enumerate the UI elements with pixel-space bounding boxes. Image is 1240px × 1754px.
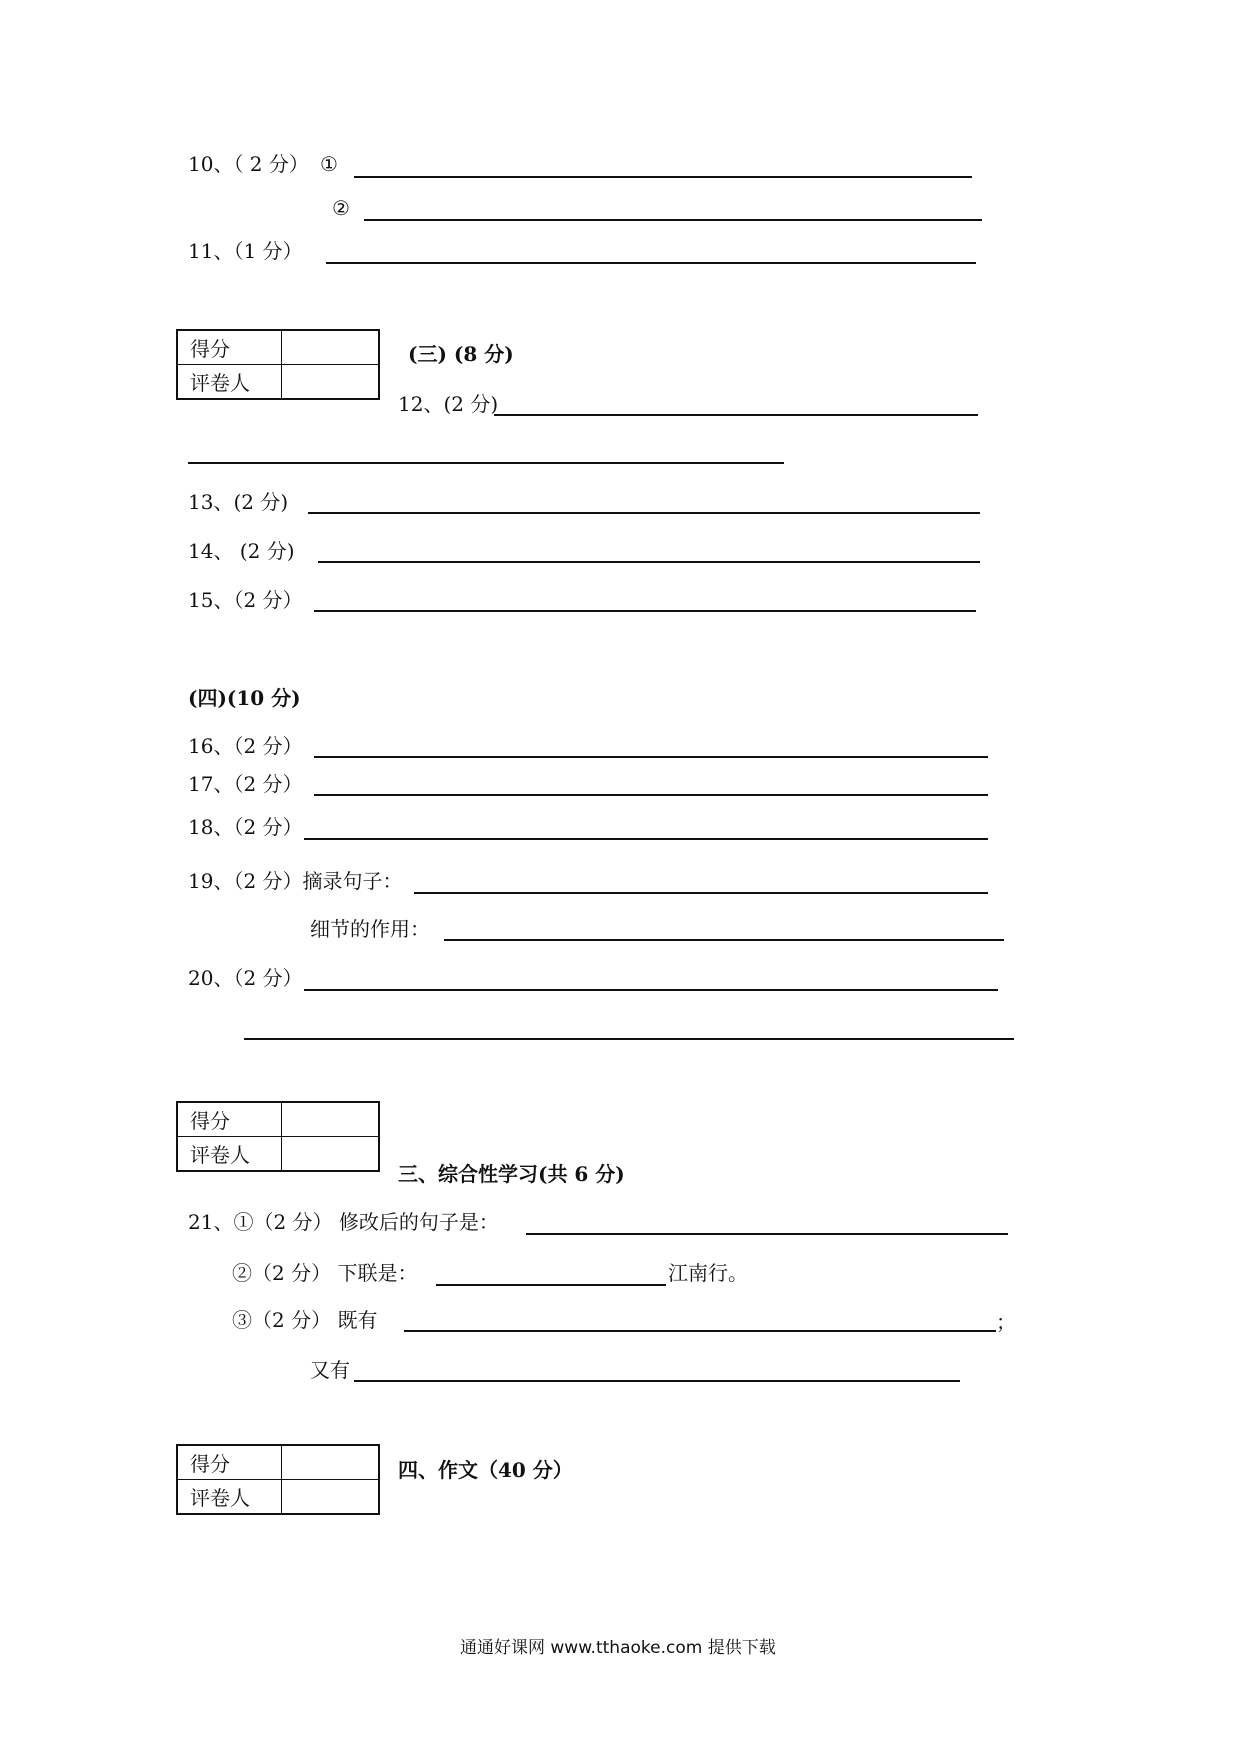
q16-label: 16、（2 分） — [188, 734, 303, 758]
q21-item3-label: ③（2 分） 既有 — [232, 1308, 378, 1332]
grader-label: 评卷人 — [177, 1480, 281, 1515]
part-4-heading: 四、作文（40 分） — [398, 1458, 573, 1482]
score-box-3 — [176, 1444, 380, 1515]
q21-item1-answer[interactable] — [526, 1207, 1008, 1235]
q12-label: 12、(2 分) — [398, 392, 499, 416]
q21-item3-line2-label: 又有 — [310, 1358, 350, 1382]
score-label: 得分 — [177, 1102, 281, 1137]
grader-value-cell[interactable] — [281, 1480, 379, 1515]
score-value-cell[interactable] — [281, 1102, 379, 1137]
q19-sub-label: 细节的作用： — [310, 917, 430, 941]
q10-answer-2[interactable] — [364, 193, 982, 221]
q10-answer-1[interactable] — [354, 150, 972, 178]
q12-answer-1[interactable] — [494, 388, 978, 416]
q13-answer[interactable] — [308, 486, 980, 514]
score-value-cell[interactable] — [281, 330, 379, 365]
q10-circle-2: ② — [332, 196, 350, 220]
footer-source: 通通好课网 www.tthaoke.com 提供下载 — [460, 1638, 776, 1658]
score-value-cell[interactable] — [281, 1445, 379, 1480]
score-box-1 — [176, 329, 380, 400]
q21-item2-label: ②（2 分） 下联是： — [232, 1261, 418, 1285]
grader-label: 评卷人 — [177, 1137, 281, 1172]
q19-sentence-answer[interactable] — [414, 866, 988, 894]
q19-label: 19、（2 分）摘录句子： — [188, 869, 403, 893]
q11-label: 11、（1 分） — [188, 239, 303, 263]
q13-label: 13、(2 分) — [188, 490, 289, 514]
q21-item2-suffix: 江南行。 — [668, 1261, 748, 1285]
q19-detail-answer[interactable] — [444, 913, 1004, 941]
q21-item3-answer-1[interactable] — [404, 1304, 996, 1332]
q14-label: 14、 (2 分) — [188, 539, 295, 563]
score-box-2 — [176, 1101, 380, 1172]
section-3-heading: (三) (8 分) — [408, 342, 514, 366]
section-4-heading: (四)(10 分) — [188, 686, 301, 710]
q14-answer[interactable] — [318, 535, 980, 563]
q17-answer[interactable] — [314, 768, 988, 796]
q21-item2-answer[interactable] — [436, 1258, 666, 1286]
q11-answer[interactable] — [326, 236, 976, 264]
q18-answer[interactable] — [304, 812, 988, 840]
q21-item1-label: 21、①（2 分） 修改后的句子是： — [188, 1210, 499, 1234]
q21-item3-answer-2[interactable] — [354, 1354, 960, 1382]
q18-label: 18、（2 分） — [188, 815, 303, 839]
q12-answer-2[interactable] — [188, 436, 784, 464]
q20-answer-1[interactable] — [304, 963, 998, 991]
q15-answer[interactable] — [314, 584, 976, 612]
q16-answer[interactable] — [314, 730, 988, 758]
q21-item3-suffix: ； — [996, 1310, 1016, 1334]
grader-label: 评卷人 — [177, 365, 281, 400]
grader-value-cell[interactable] — [281, 1137, 379, 1172]
q10-label: 10、（ 2 分） — [188, 152, 309, 176]
q20-answer-2[interactable] — [244, 1012, 1014, 1040]
q10-circle-1: ① — [320, 152, 338, 176]
part-3-heading: 三、综合性学习(共 6 分) — [398, 1162, 625, 1186]
grader-value-cell[interactable] — [281, 365, 379, 400]
score-label: 得分 — [177, 1445, 281, 1480]
score-label: 得分 — [177, 330, 281, 365]
q15-label: 15、（2 分） — [188, 588, 303, 612]
q17-label: 17、（2 分） — [188, 772, 303, 796]
q20-label: 20、（2 分） — [188, 966, 303, 990]
